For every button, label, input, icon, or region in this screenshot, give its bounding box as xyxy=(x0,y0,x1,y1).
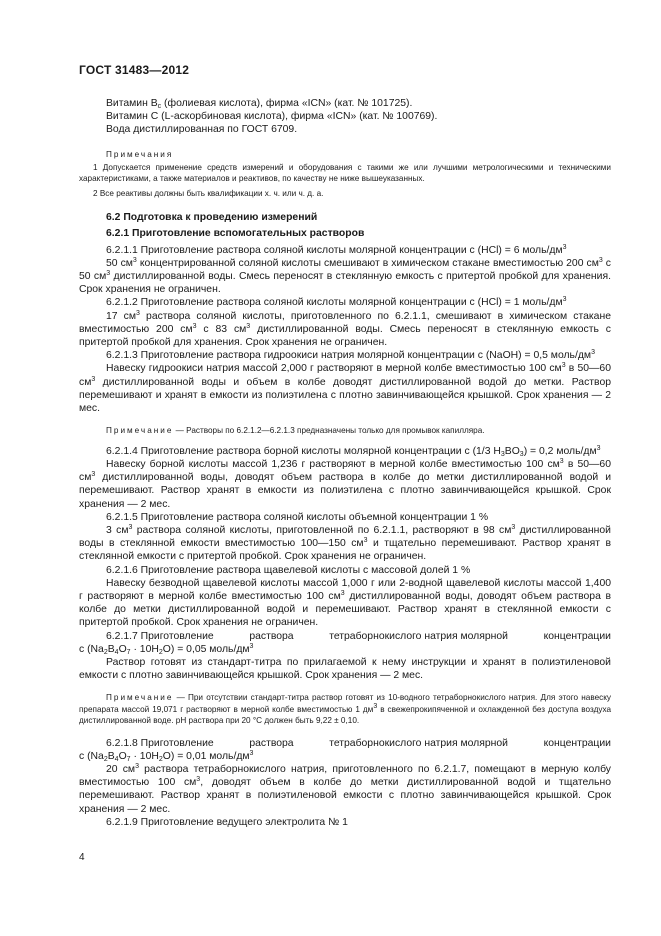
para-6-2-1-4-title: 6.2.1.4 Приготовление раствора борной кислоты молярной концентрации c (1/3 $H_3BO_3) = 0,2$ моль/$дм^3$ xyxy=(106,444,601,458)
para-6-2-1-3-title: 6.2.1.3 Приготовление раствора гидроокиси натрия молярной концентрации c (NaOH) = 0,5 моль/$дм^3$ xyxy=(106,349,595,362)
section-heading-6-2: 6.2 Подготовка к проведению измерений xyxy=(106,212,318,224)
para-6-2-1-5-body: 3 $см^3$ раствора соляной кислоты, приготовленной по 6.2.1.1, растворяют в 98 $см^3$ дистиллированной воды в стеклянной емкости вместимостью 100—150 $см^3$ и тщательно перемешивают. Раствор хранят в стеклянной емкости с притертой пробкой. Срок хранения не ограничен. xyxy=(79,523,612,563)
para-6-2-1-5-title: 6.2.1.5 Приготовление раствора соляной кислоты объемной концентрации 1 % xyxy=(106,511,489,523)
para-6-2-1-2-body: 17 $см^3$ раствора соляной кислоты, приготовленного по 6.2.1.1, смешивают в химическом стакане вместимостью 200 $см^3$ с 83 $см^3$ дистиллированной воды. Смесь переносят в стеклянную емкость с притертой пробкой для хранения. Срок хранения не ограничен. xyxy=(79,309,611,349)
section-heading-6-2-1: 6.2.1 Приготовление вспомогательных растворов xyxy=(106,228,365,240)
note-standard-titer: Примечание — При отсутствии стандарт-титра раствор готовят из 10-водного тетраборнокислого натрия. Для этого навеску препарата массой 19,071 г растворяют в мерной колбе вместимостью 1 $дм^3$ в свежепрокипяченной и охлажденной без доступа воздуха дистиллированной воде. pH раствора при 20 °С должен быть 9,22 ± 0,10. xyxy=(79,693,612,726)
para-6-2-1-1-body: 50 $см^3$ концентрированной соляной кислоты смешивают в химическом стакане вместимостью 200 $см^3$ с 50 $см^3$ дистиллированной воды. Смесь переносят в стеклянную емкость с притертой пробкой для хранения. Срок хранения не ограничен. xyxy=(79,256,611,296)
para-6-2-1-4-body: Навеску борной кислоты массой 1,236 г растворяют в мерной колбе вместимостью 100 $см^3$ в 50—60 $см^3$ дистиллированной воды, доводят объем раствора в колбе до метки дистиллированной водой и перемешивают. Раствор хранят в емкости из полиэтилена с плотно завинчивающейся крышкой. Срок хранения — 2 мес. xyxy=(79,457,611,510)
para-6-2-1-6-title: 6.2.1.6 Приготовление раствора щавелевой кислоты с массовой долей 1 % xyxy=(106,564,471,576)
page-number: 4 xyxy=(79,852,85,863)
para-6-2-1-7-title: 6.2.1.7 Приготовление раствора тетраборнокислого натрия молярной концентрации xyxy=(106,630,611,642)
document-body xyxy=(79,97,611,829)
note-capillary: Примечание — Растворы по 6.2.1.2—6.2.1.3 предназначены только для промывок капилляра. xyxy=(106,426,485,436)
document-header: ГОСТ 31483—2012 xyxy=(79,63,190,77)
reagent-folic-acid: Витамин $B_c$ (фолиевая кислота), фирма «ICN» (кат. № 101725). xyxy=(106,98,413,110)
para-6-2-1-2-title: 6.2.1.2 Приготовление раствора соляной кислоты молярной концентрации c (HCl) = 1 моль/$дм^3$ xyxy=(106,296,567,309)
para-6-2-1-7-formula: c $(Na_2B_4O_7 \cdot 10H_2O) = 0,05$ моль/$дм^3$ xyxy=(79,642,254,656)
reagent-ascorbic-acid: Витамин С (L-аскорбиновая кислота), фирма «ICN» (кат. № 100769). xyxy=(106,111,438,123)
para-6-2-1-8-body: 20 $см^3$ раствора тетраборнокислого натрия, приготовленного по 6.2.1.7, помещают в мерную колбу вместимостью 100 $см^3$, доводят объем в колбе до метки дистиллированной водой и тщательно перемешивают. Раствор хранят в полиэтиленовой емкости с плотно завинчивающейся крышкой. Срок хранения — 2 мес. xyxy=(79,762,611,815)
note-1: 1 Допускается применение средств измерений и оборудования с такими же или лучшими метрологическими и техническими характеристиками, а также материалов и реактивов, по качеству не ниже вышеуказанных. xyxy=(79,163,611,184)
note-2: 2 Все реактивы должны быть квалификации х. ч. или ч. д. а. xyxy=(93,188,324,198)
note-label: Примечание xyxy=(106,426,174,436)
para-6-2-1-8-title: 6.2.1.8 Приготовление раствора тетраборнокислого натрия молярной концентрации xyxy=(106,737,611,749)
para-6-2-1-3-body: Навеску гидроокиси натрия массой 2,000 г растворяют в мерной колбе вместимостью 100 $см^3$ в 50—60 $см^3$ дистиллированной воды и объем в колбе доводят дистиллированной водой до метки. Раствор перемешивают и хранят в емкости из полиэтилена с плотно завинчивающейся крышкой. Срок хранения — 2 мес. xyxy=(79,362,611,415)
para-6-2-1-8-formula: c $(Na_2B_4O_7 \cdot 10H_2O) = 0,01$ моль/$дм^3$ xyxy=(79,749,254,763)
para-6-2-1-9-title: 6.2.1.9 Приготовление ведущего электролита № 1 xyxy=(106,816,348,828)
notes-title: Примечания xyxy=(106,149,174,159)
notes-block xyxy=(79,149,611,200)
para-6-2-1-6-body: Навеску безводной щавелевой кислоты массой 1,000 г или 2-водной щавелевой кислоты массой 1,400 г растворяют в мерной колбе вместимостью 100 $см^3$ дистиллированной воды, доводят объем раствора в колбе до метки дистиллированной водой и перемешивают. Раствор хранят в стеклянной емкости с притертой пробкой. Срок хранения не ограничен. xyxy=(79,577,612,629)
para-6-2-1-7-body: Раствор готовят из стандарт-титра по прилагаемой к нему инструкции и хранят в полиэтиленовой емкости с плотно завинчивающейся крышкой. Срок хранения — 2 мес. xyxy=(79,656,611,682)
reagent-distilled-water: Вода дистиллированная по ГОСТ 6709. xyxy=(106,124,298,136)
para-6-2-1-1-title: 6.2.1.1 Приготовление раствора соляной кислоты молярной концентрации c (HCl) = 6 моль/$дм^3$ xyxy=(106,243,567,256)
note-label: Примечание xyxy=(106,693,174,703)
